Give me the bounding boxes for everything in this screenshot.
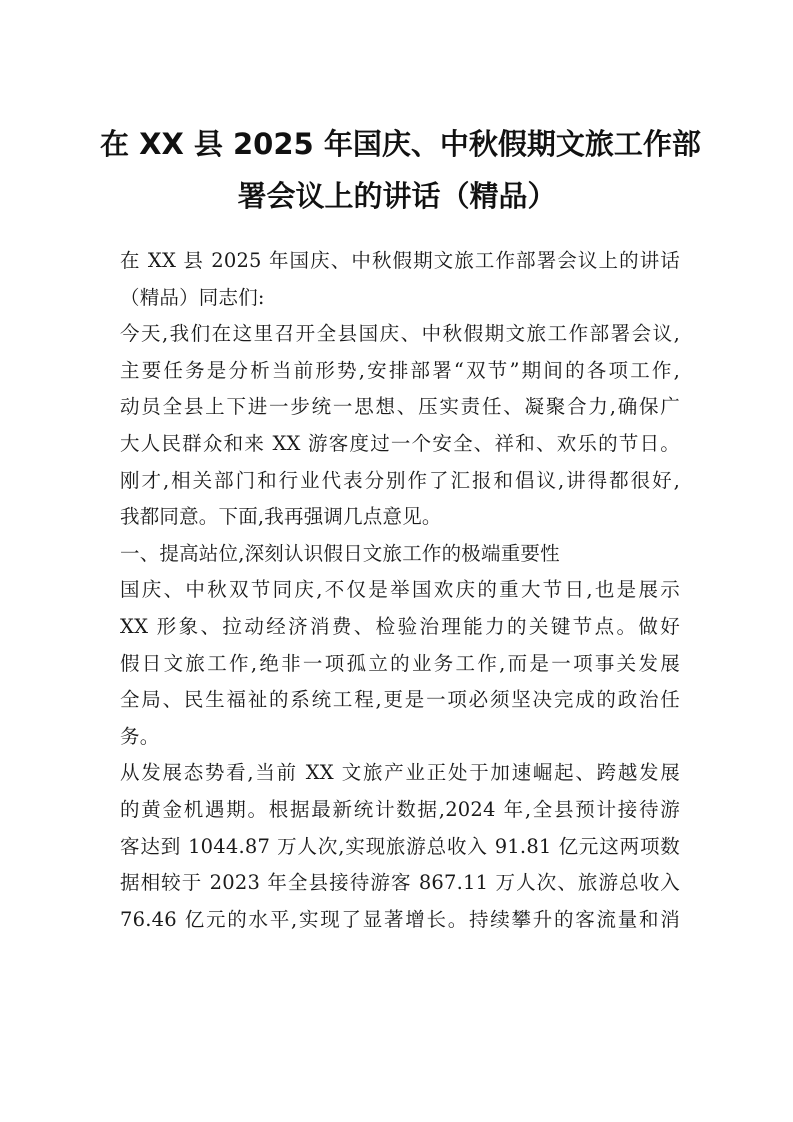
section-heading: 一、提高站位,深刻认识假日文旅工作的极端重要性	[120, 541, 560, 565]
body-line: 我都同意。下面,我再强调几点意见。	[120, 505, 442, 529]
body-line: 今天,我们在这里召开全县国庆、中秋假期文旅工作部署会议,	[120, 322, 680, 346]
body-line: 务。	[120, 724, 160, 748]
document-body	[120, 243, 680, 938]
body-line: 从发展态势看,当前 XX 文旅产业正处于加速崛起、跨越发展	[120, 761, 680, 785]
body-line: 的黄金机遇期。根据最新统计数据,2024 年,全县预计接待游	[120, 797, 680, 821]
body-line: 动员全县上下进一步统一思想、压实责任、凝聚合力,确保广	[120, 395, 680, 419]
body-line: 主要任务是分析当前形势,安排部署“双节”期间的各项工作,	[120, 358, 680, 382]
body-line: 据相较于 2023 年全县接待游客 867.11 万人次、旅游总收入	[120, 871, 680, 895]
body-line: XX 形象、拉动经济消费、检验治理能力的关键节点。做好	[120, 614, 680, 638]
document-title	[100, 118, 701, 222]
body-line: 国庆、中秋双节同庆,不仅是举国欢庆的重大节日,也是展示	[120, 578, 680, 602]
body-line: （精品）同志们:	[120, 285, 265, 309]
title-line-1: 在 XX 县 2025 年国庆、中秋假期文旅工作部	[100, 127, 701, 161]
body-line: 在 XX 县 2025 年国庆、中秋假期文旅工作部署会议上的讲话	[120, 249, 680, 272]
body-line: 全局、民生福祉的系统工程,更是一项必须坚决完成的政治任	[120, 688, 680, 712]
body-line: 刚才,相关部门和行业代表分别作了汇报和倡议,讲得都很好,	[120, 468, 680, 492]
body-line: 客达到 1044.87 万人次,实现旅游总收入 91.81 亿元这两项数	[120, 834, 680, 858]
body-line: 76.46 亿元的水平,实现了显著增长。持续攀升的客流量和消	[120, 907, 680, 931]
body-line: 假日文旅工作,绝非一项孤立的业务工作,而是一项事关发展	[120, 651, 680, 675]
title-line-2: 署会议上的讲话（精品）	[237, 179, 557, 213]
body-line: 大人民群众和来 XX 游客度过一个安全、祥和、欢乐的节日。	[120, 431, 680, 455]
